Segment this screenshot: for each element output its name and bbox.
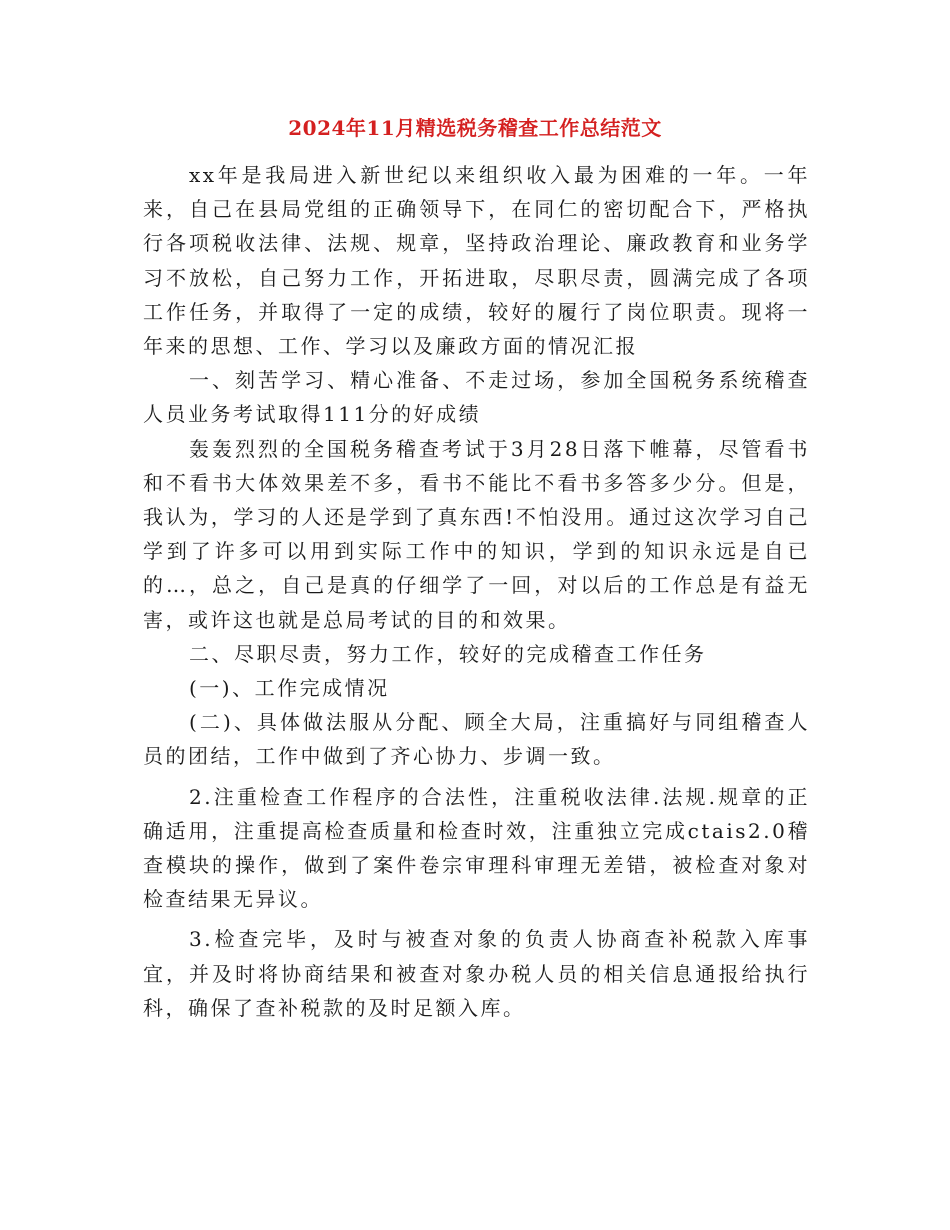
paragraph-exam: 轰轰烈烈的全国税务稽查考试于3月28日落下帷幕，尽管看书和不看书大体效果差不多，看书不能比不看书多答多少分。但是，我认为，学习的人还是学到了真东西!不怕没用。通过这次学习自己学到了许多可以用到实际工作中的知识，学到的知识永远是自已的…，总之，自己是真的仔细学了一回，对以后的工作总是有益无害，或许这也就是总局考试的目的和效果。	[143, 436, 810, 632]
document-title: 2024年11月精选税务稽查工作总结范文	[288, 116, 662, 140]
paragraph-section-2-heading: 二、尽职尽责，努力工作，较好的完成稽查工作任务	[189, 641, 707, 666]
paragraph-subsection-2: (二)、具体做法服从分配、顾全大局，注重搞好与同组稽查人员的团结，工作中做到了齐心协力、步调一致。	[143, 710, 810, 769]
document-body	[143, 158, 810, 1025]
paragraph-item-2: 2.注重检查工作程序的合法性，注重税收法律.法规.规章的正确适用，注重提高检查质量和检查时效，注重独立完成ctais2.0稽查模块的操作，做到了案件卷宗审理科审理无差错，被检查对象对检查结果无异议。	[143, 784, 810, 912]
paragraph-intro: xx年是我局进入新世纪以来组织收入最为困难的一年。一年来，自己在县局党组的正确领导下，在同仁的密切配合下，严格执行各项税收法律、法规、规章，坚持政治理论、廉政教育和业务学习不放松，自己努力工作，开拓进取，尽职尽责，圆满完成了各项工作任务，并取得了一定的成绩，较好的履行了岗位职责。现将一年来的思想、工作、学习以及廉政方面的情况汇报	[143, 163, 810, 359]
paragraph-section-1-heading: 一、刻苦学习、精心准备、不走过场，参加全国税务系统稽查人员业务考试取得111分的好成绩	[143, 368, 810, 427]
paragraph-subsection-1: (一)、工作完成情况	[189, 676, 390, 701]
paragraph-item-3: 3.检查完毕，及时与被查对象的负责人协商查补税款入库事宜，并及时将协商结果和被查对象办税人员的相关信息通报给执行科，确保了查补税款的及时足额入库。	[143, 927, 810, 1020]
